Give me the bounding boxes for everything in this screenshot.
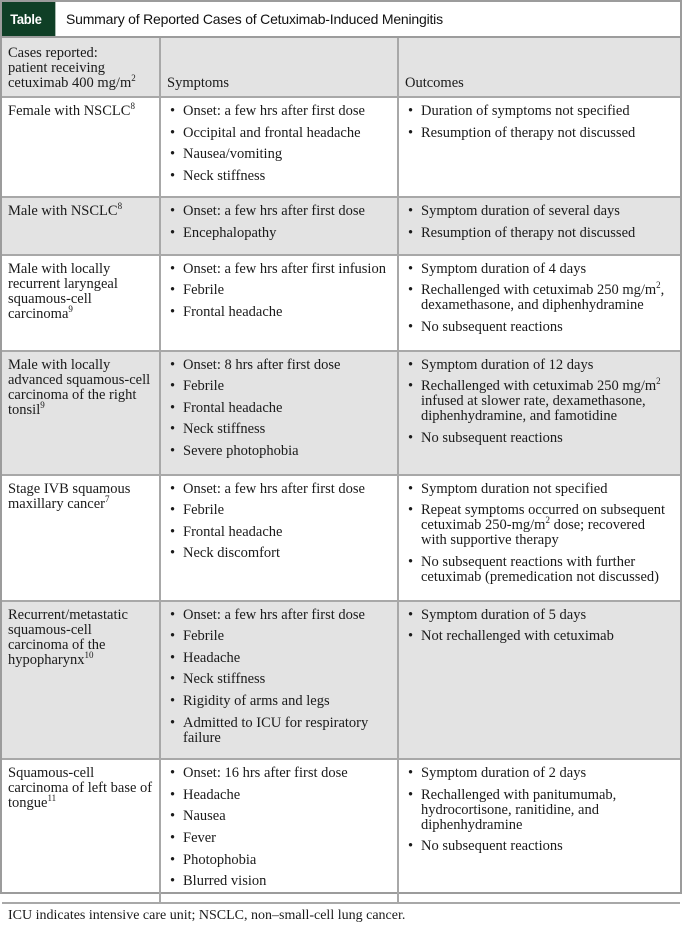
list-item: • Febrile: [167, 283, 391, 298]
table-row: [2, 197, 680, 254]
list-item: • Neck stiffness: [167, 672, 391, 687]
symptoms-cell: [160, 351, 398, 475]
list-item: • Onset: a few hrs after first dose: [167, 482, 391, 497]
symptoms-cell: [160, 255, 398, 351]
list-item: • Severe photophobia: [167, 444, 391, 459]
table-row: [2, 97, 680, 197]
list-item: • Admitted to ICU for respiratory failure: [167, 716, 391, 746]
list-item: • Not rechallenged with cetuximab: [405, 629, 674, 644]
case-cell: [2, 97, 160, 197]
header-line: Cases reported:: [8, 45, 98, 61]
list-item: • Symptom duration not specified: [405, 482, 674, 497]
superscript: 2: [545, 515, 550, 526]
outcomes-cell: [398, 97, 680, 197]
symptoms-cell: [160, 197, 398, 254]
table-row: [2, 601, 680, 760]
list-item: [405, 280, 674, 314]
table-title: Summary of Reported Cases of Cetuximab-Induced Meningitis: [66, 11, 443, 27]
list-item-text: Rechallenged with cetuximab 250 mg/m: [421, 378, 657, 395]
case-text: Squamous-cell carcinoma of left base of tongue: [8, 765, 153, 812]
list-item: • Nausea: [167, 809, 391, 824]
list-item-text: infused at slower rate, dexamethasone, diphenhydramine, and famotidine: [421, 393, 646, 425]
list-item-text: Rechallenged with cetuximab 250 mg/m: [421, 282, 657, 299]
list-item: • Duration of symptoms not specified: [405, 104, 674, 119]
outcomes-cell: [398, 351, 680, 475]
list-item: • No subsequent reactions: [405, 320, 674, 335]
case-cell: [2, 351, 160, 475]
reference-superscript: 8: [117, 201, 123, 212]
case-text: Recurrent/metastatic squamous-cell carcinoma of the hypopharynx: [8, 606, 128, 668]
list-item: • Febrile: [167, 503, 391, 518]
reference-superscript: 8: [130, 101, 135, 112]
list-item: • Onset: a few hrs after first dose: [167, 204, 391, 219]
case-text: Male with NSCLC: [8, 203, 118, 220]
case-cell: [2, 475, 160, 601]
list-item: • Encephalopathy: [167, 226, 391, 241]
list-item: • Onset: a few hrs after first dose: [167, 608, 391, 623]
list-item: • Onset: 16 hrs after first dose: [167, 766, 391, 781]
header-line-text: cetuximab 400 mg/m: [8, 75, 132, 91]
list-item: • Febrile: [167, 379, 391, 394]
case-cell: [2, 255, 160, 351]
list-item: • Frontal headache: [167, 401, 391, 416]
list-item: • Symptom duration of 2 days: [405, 766, 674, 781]
list-item: • No subsequent reactions with further cetuximab (premedication not discussed): [405, 555, 674, 585]
list-item-text: Repeat symptoms occurred on subsequent cetuximab 250-mg/m: [421, 502, 666, 534]
symptoms-cell: [160, 475, 398, 601]
symptoms-cell: [160, 759, 398, 903]
outcomes-cell: [398, 197, 680, 254]
table-label-tag: Table: [2, 2, 55, 36]
case-text: Female with NSCLC: [8, 103, 131, 119]
table-row: [2, 351, 680, 475]
superscript: 2: [131, 73, 136, 84]
list-item: • Resumption of therapy not discussed: [405, 126, 674, 141]
list-item: • Symptom duration of 4 days: [405, 262, 674, 277]
list-item-text: , dexamethasone, and diphenhydramine: [421, 282, 665, 314]
outcomes-cell: [398, 475, 680, 601]
header-line: [8, 73, 153, 91]
footnote-row: [2, 903, 680, 931]
list-item: • Neck stiffness: [167, 169, 391, 184]
list-item: • Nausea/vomiting: [167, 147, 391, 162]
list-item: • No subsequent reactions: [405, 839, 674, 854]
table-row: [2, 475, 680, 601]
list-item: • Febrile: [167, 629, 391, 644]
list-item: • Neck discomfort: [167, 546, 391, 561]
reference-superscript: 7: [105, 493, 110, 504]
list-item: • Symptom duration of several days: [405, 204, 674, 219]
table-title-bar: [2, 0, 680, 38]
list-item: • Onset: a few hrs after first infusion: [167, 262, 391, 277]
list-item: • Frontal headache: [167, 305, 391, 320]
list-item: • Rechallenged with panitumumab, hydrocortisone, ranitidine, and diphenhydramine: [405, 788, 674, 833]
reference-superscript: 11: [47, 793, 57, 804]
list-item: • Headache: [167, 788, 391, 803]
reference-superscript: 9: [68, 303, 73, 314]
list-item: • Blurred vision: [167, 874, 391, 889]
list-item: • Fever: [167, 831, 391, 846]
outcomes-cell: [398, 255, 680, 351]
list-item: • Photophobia: [167, 853, 391, 868]
column-header-cases: [2, 38, 160, 97]
superscript: 2: [656, 376, 661, 387]
table-row: [2, 255, 680, 351]
header-line: patient receiving: [8, 60, 106, 76]
list-item: [405, 376, 674, 425]
reference-superscript: 9: [40, 399, 45, 410]
superscript: 2: [656, 280, 661, 291]
list-item: • Frontal headache: [167, 525, 391, 540]
list-item-text: dose; recovered with supportive therapy: [421, 517, 645, 549]
table-header-row: [2, 38, 680, 97]
symptoms-cell: [160, 601, 398, 760]
list-item: • Neck stiffness: [167, 422, 391, 437]
case-cell: [2, 601, 160, 760]
list-item: • Occipital and frontal headache: [167, 126, 391, 141]
list-item: • Resumption of therapy not discussed: [405, 226, 674, 241]
list-item: • Symptom duration of 12 days: [405, 358, 674, 373]
table-row: [2, 759, 680, 903]
case-cell: [2, 197, 160, 254]
list-item: [405, 503, 674, 548]
column-header-symptoms: Symptoms: [160, 38, 398, 97]
list-item: • Rigidity of arms and legs: [167, 694, 391, 709]
column-header-outcomes: Outcomes: [398, 38, 680, 97]
symptoms-cell: [160, 97, 398, 197]
outcomes-cell: [398, 759, 680, 903]
case-cell: [2, 759, 160, 903]
footnote: ICU indicates intensive care unit; NSCLC, non–small-cell lung cancer.: [2, 903, 680, 931]
reference-superscript: 10: [84, 649, 94, 660]
cases-table: [2, 38, 680, 931]
list-item: • No subsequent reactions: [405, 431, 674, 446]
case-text: Male with locally advanced squamous-cell carcinoma of the right tonsil: [8, 356, 151, 418]
outcomes-cell: [398, 601, 680, 760]
list-item: • Symptom duration of 5 days: [405, 608, 674, 623]
case-text: Male with locally recurrent laryngeal squamous-cell carcinoma: [8, 260, 118, 322]
list-item: • Onset: a few hrs after first dose: [167, 104, 391, 119]
case-text: Stage IVB squamous maxillary cancer: [8, 480, 131, 512]
list-item: • Headache: [167, 651, 391, 666]
list-item: • Onset: 8 hrs after first dose: [167, 358, 391, 373]
